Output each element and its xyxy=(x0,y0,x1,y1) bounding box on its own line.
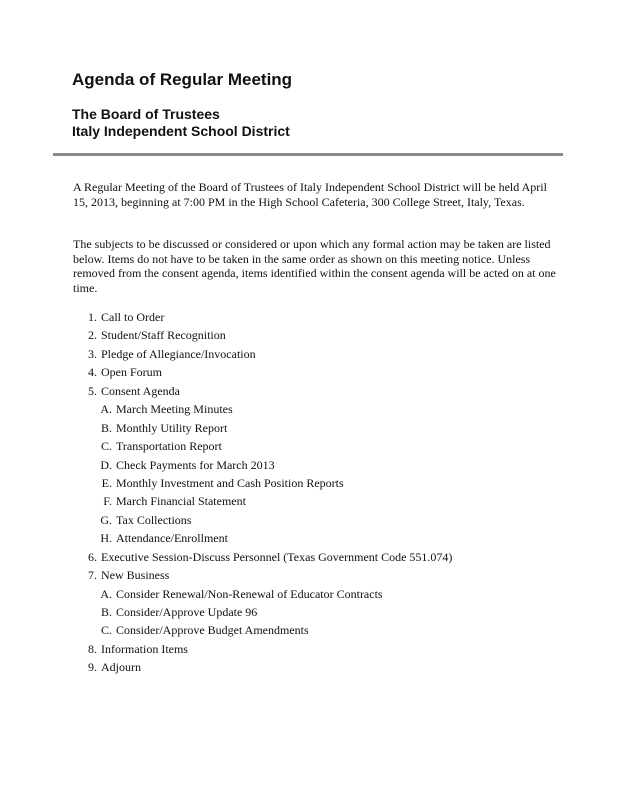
agenda-item-pledge xyxy=(0,345,618,363)
subitem-text: Consider/Approve Budget Amendments xyxy=(116,623,309,638)
meeting-notice-paragraph: A Regular Meeting of the Board of Trustees of Italy Independent School District will be held April 15, 2013, beginning at 7:00 PM in the High School Cafeteria, 300 College Street, Italy, Texas. xyxy=(73,180,547,209)
subitem-letter: B. xyxy=(100,605,112,619)
subitem-text: March Financial Statement xyxy=(116,494,246,509)
item-number: 1. xyxy=(88,310,97,324)
subitem-letter: G. xyxy=(100,512,112,527)
subitem-letter: C. xyxy=(100,439,112,454)
subitem-letter: H. xyxy=(100,531,112,546)
subitem-text: Monthly Utility Report xyxy=(116,420,228,435)
item-text: New Business xyxy=(101,568,170,583)
agenda-item-recognition xyxy=(0,326,618,344)
subitem-text: Transportation Report xyxy=(116,439,222,454)
subitem-letter: A. xyxy=(100,402,112,417)
item-text: Consent Agenda xyxy=(101,383,180,398)
item-number: 6. xyxy=(88,549,97,564)
district-heading: Italy Independent School District xyxy=(72,123,290,139)
subitem-letter: C. xyxy=(100,623,112,638)
item-text: Adjourn xyxy=(101,660,141,675)
item-number: 9. xyxy=(88,660,97,675)
subitem-letter: F. xyxy=(103,494,112,509)
agenda-item-executive-session xyxy=(0,548,618,566)
agenda-list xyxy=(0,308,618,677)
subjects-paragraph: The subjects to be discussed or considered or upon which any formal action may be taken are listed below. Items do not have to be taken in the same order as shown on this meeting notice. Unless removed from the consent agenda, items identified within the consent agenda will be acted on at one time. xyxy=(73,237,556,295)
subitem-text: Tax Collections xyxy=(116,512,192,527)
subitem-text: Consider/Approve Update 96 xyxy=(116,605,258,619)
item-text: Call to Order xyxy=(101,310,165,324)
agenda-item-new-business xyxy=(0,566,618,584)
item-number: 3. xyxy=(88,346,97,361)
agenda-item-consent-agenda xyxy=(0,382,618,400)
item-number: 7. xyxy=(88,568,97,583)
subitem-text: Attendance/Enrollment xyxy=(116,531,228,546)
agenda-subitem-utility-report xyxy=(0,419,618,437)
agenda-item-call-to-order xyxy=(0,308,618,326)
agenda-item-open-forum xyxy=(0,363,618,381)
header-divider xyxy=(53,153,563,156)
item-text: Pledge of Allegiance/Invocation xyxy=(101,346,256,361)
item-text: Student/Staff Recognition xyxy=(101,328,226,343)
subitem-letter: D. xyxy=(100,457,112,472)
item-text: Information Items xyxy=(101,641,188,656)
subitem-text: Monthly Investment and Cash Position Reports xyxy=(116,475,344,490)
agenda-subitem-investment-reports xyxy=(0,474,618,492)
agenda-item-adjourn xyxy=(0,658,618,676)
board-heading: The Board of Trustees xyxy=(72,106,220,122)
item-number: 5. xyxy=(88,383,97,398)
item-number: 8. xyxy=(88,641,97,656)
subitem-letter: E. xyxy=(101,475,112,490)
agenda-subitem-tax-collections xyxy=(0,511,618,529)
agenda-subitem-meeting-minutes xyxy=(0,400,618,418)
item-number: 4. xyxy=(88,365,97,380)
agenda-subitem-transportation-report xyxy=(0,437,618,455)
agenda-subitem-budget-amendments xyxy=(0,621,618,639)
agenda-item-information-items xyxy=(0,640,618,658)
page-title: Agenda of Regular Meeting xyxy=(72,70,293,89)
item-number: 2. xyxy=(88,328,97,343)
agenda-subitem-educator-contracts xyxy=(0,585,618,603)
item-text: Open Forum xyxy=(101,365,162,380)
agenda-subitem-update-96 xyxy=(0,603,618,621)
subitem-letter: B. xyxy=(100,420,112,435)
item-text: Executive Session-Discuss Personnel (Texas Government Code 551.074) xyxy=(101,549,453,564)
subitem-text: Check Payments for March 2013 xyxy=(116,457,275,472)
agenda-subitem-financial-statement xyxy=(0,492,618,510)
agenda-subitem-check-payments xyxy=(0,456,618,474)
subitem-text: Consider Renewal/Non-Renewal of Educator Contracts xyxy=(116,586,383,601)
subitem-text: March Meeting Minutes xyxy=(116,402,233,417)
agenda-subitem-attendance xyxy=(0,529,618,547)
subitem-letter: A. xyxy=(100,586,112,601)
